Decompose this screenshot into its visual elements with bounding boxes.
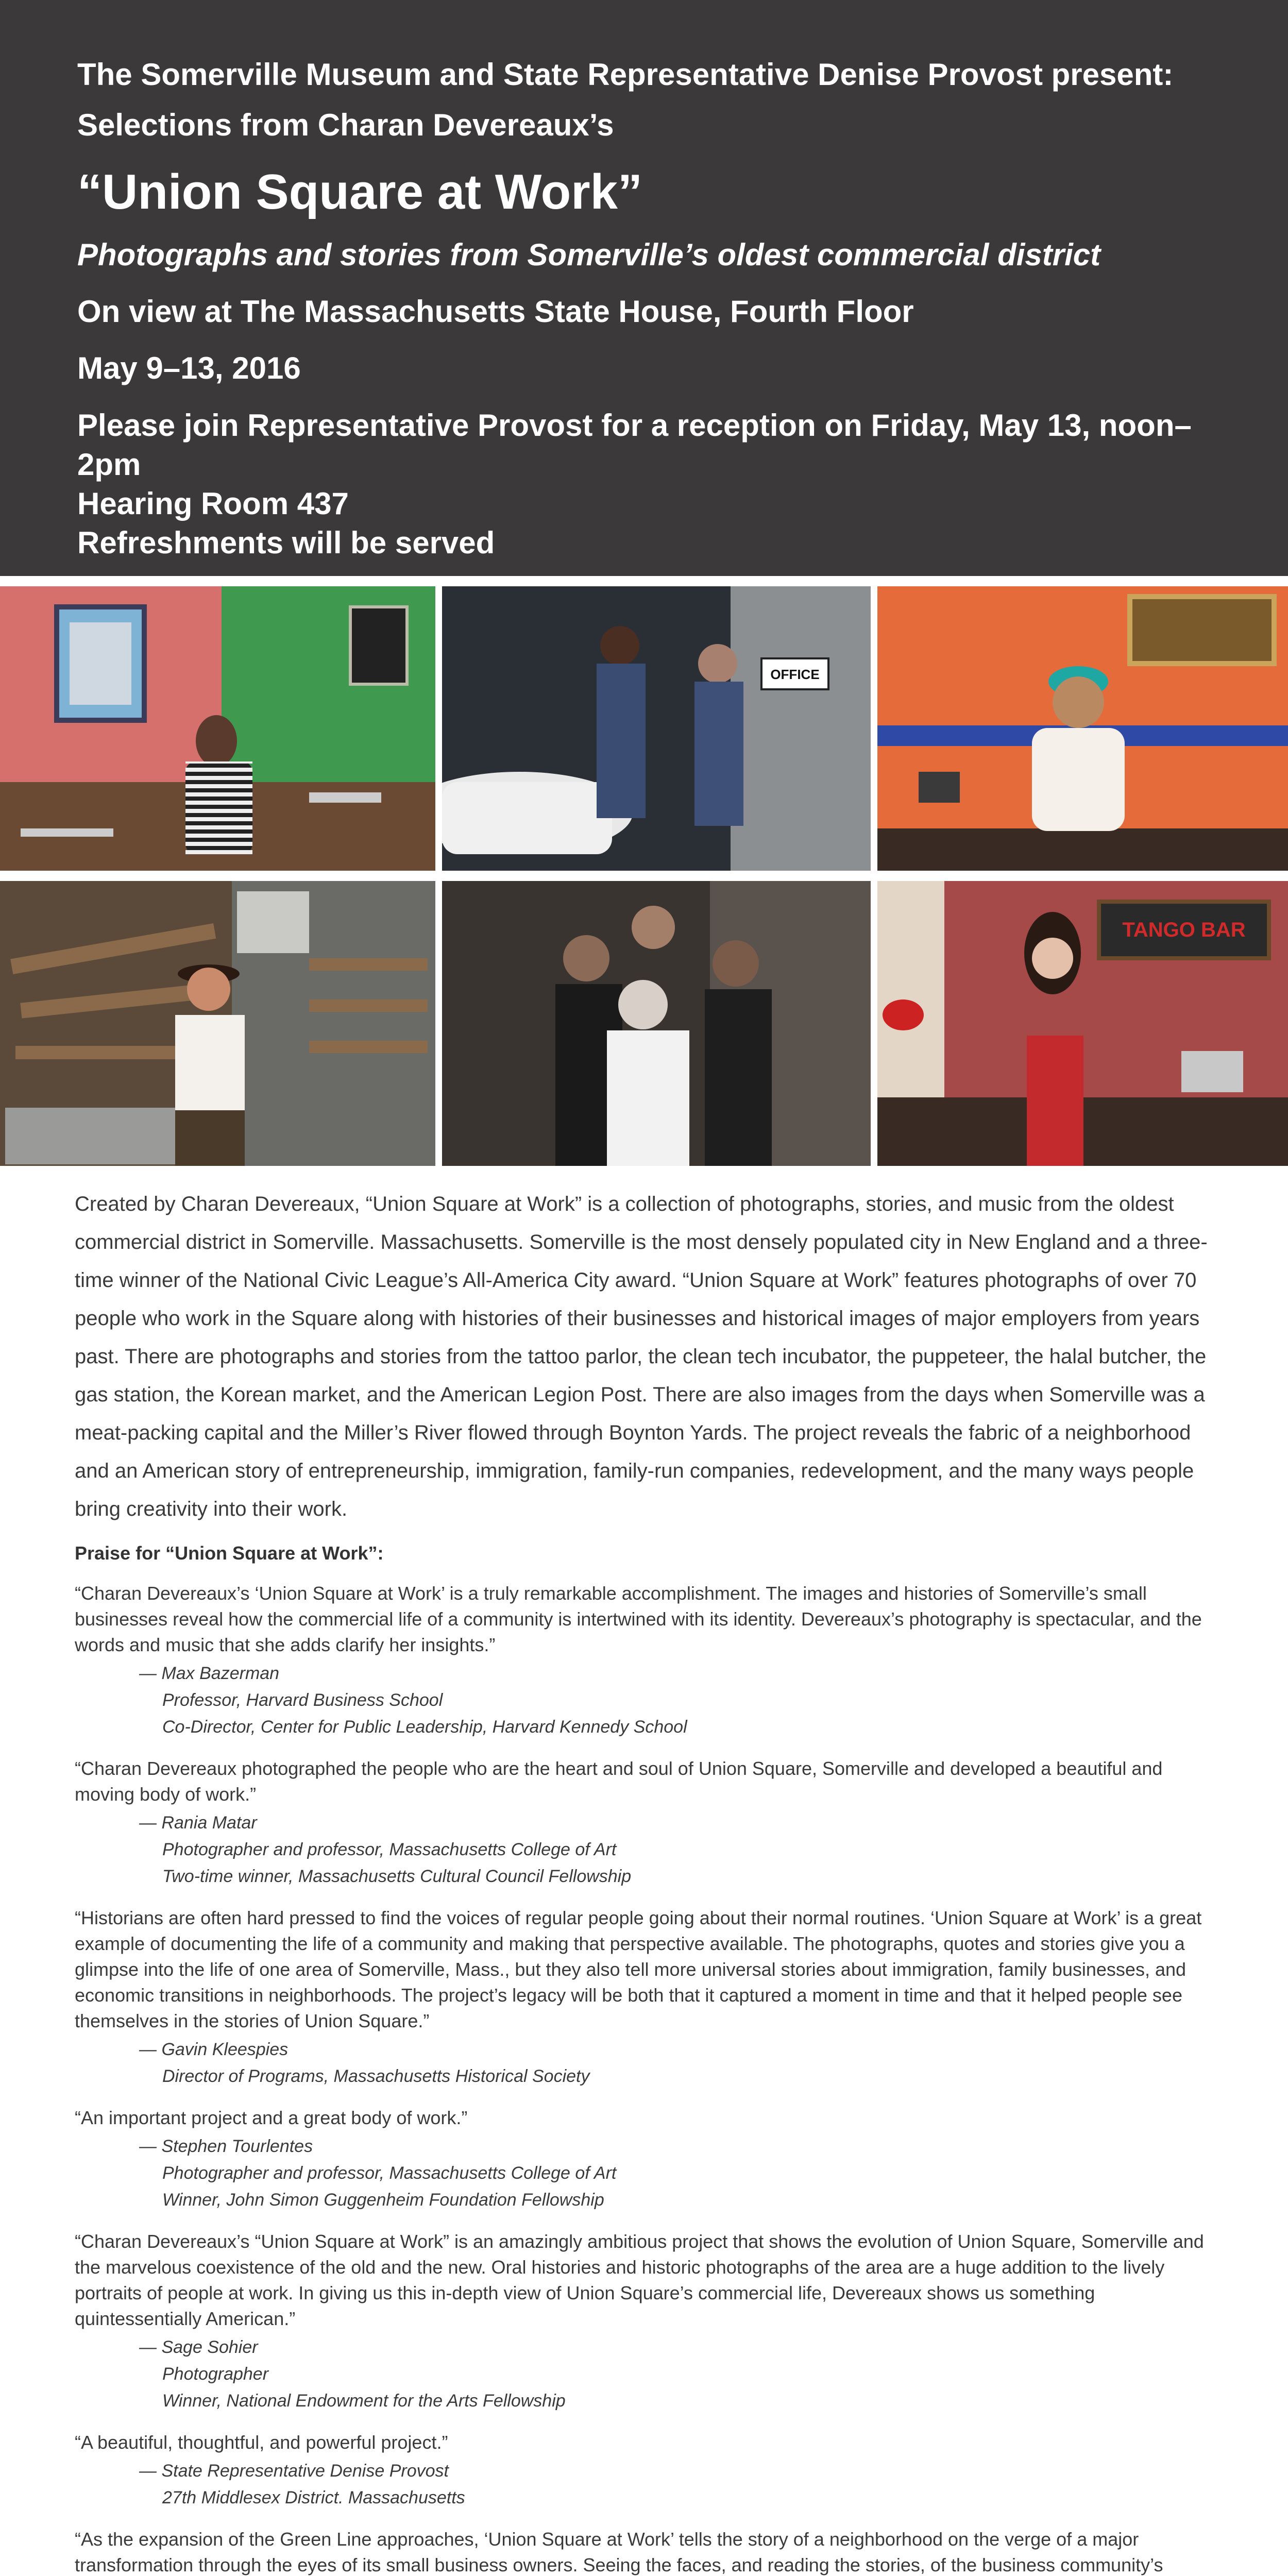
praise-role: Winner, John Simon Guggenheim Foundation Fellowship — [162, 2190, 604, 2210]
praise-name: — Max Bazerman — [139, 1664, 280, 1683]
praise-name: — Sage Sohier — [139, 2337, 258, 2357]
photo-man-turban — [877, 586, 1288, 871]
praise-attribution — [75, 2334, 1216, 2414]
praise-quote: “Charan Devereaux photographed the people who are the heart and soul of Union Square, Somerville and developed a beautiful and moving body of work.” — [75, 1758, 1163, 1805]
praise-item — [75, 1581, 1216, 1740]
praise-role: Winner, National Endowment for the Arts Fellowship — [162, 2391, 566, 2411]
praise-item — [75, 2527, 1216, 2576]
photo-woman-colorful-room — [0, 586, 435, 871]
praise-quote: “As the expansion of the Green Line approaches, ‘Union Square at Work’ tells the story of a neighborhood on the verge of a major transformation through the eyes of its small business owners. Seeing the faces, and reading the stories, of the business community’s — [75, 2529, 1163, 2575]
praise-attribution — [75, 2133, 1216, 2213]
praise-quote: “A beautiful, thoughtful, and powerful project.” — [75, 2432, 448, 2453]
project-description: Created by Charan Devereaux, “Union Square at Work” is a collection of photographs, stories, and music from the oldest commercial district in Somerville. Massachusetts. Somerville is the most densely populated city in New England and a three-time winner of the National Civic League’s All-America City award. “Union Square at Work” features photographs of over 70 people who work in the Square along with histories of their businesses and historical images of major employers from years past. There are photographs and stories from the tattoo parlor, the clean tech incubator, the puppeteer, the halal butcher, the gas station, the Korean market, and the American Legion Post. There are also images from the days when Somerville was a meat-packing capital and the Miller’s River flowed through Boynton Yards. The project reveals the fabric of a neighborhood and an American story of entrepreneurship, immigration, family-run companies, redevelopment, and the many ways people bring creativity into their work. — [75, 1193, 1208, 1520]
praise-item — [75, 2430, 1216, 2511]
selections-line: Selections from Charan Devereaux’s — [77, 108, 614, 142]
praise-quote: “Charan Devereaux’s “Union Square at Work” is an amazingly ambitious project that shows the evolution of Union Square, Somerville and the marvelous coexistence of the old and the new. Oral histories and historic photographs of the area are a huge addition to the lively portraits of people at work. In giving us this in-depth view of Union Square’s commercial life, Devereaux shows us something quintessentially American.” — [75, 2231, 1204, 2329]
photo-family-group — [442, 881, 871, 1166]
praise-name: — Rania Matar — [139, 1813, 257, 1833]
praise-role: Photographer — [162, 2364, 269, 2384]
photo-man-lumber — [0, 881, 435, 1166]
photo-grid — [0, 586, 1288, 1166]
header-banner — [0, 0, 1288, 576]
hearing-room-line: Hearing Room 437 — [77, 486, 349, 521]
presenter-line: The Somerville Museum and State Representative Denise Provost present: — [77, 57, 1174, 92]
praise-role: 27th Middlesex District. Massachusetts — [162, 2488, 465, 2507]
praise-item — [75, 2229, 1216, 2414]
praise-name: — Stephen Tourlentes — [139, 2137, 313, 2156]
praise-role: Photographer and professor, Massachusetts College of Art — [162, 2163, 617, 2183]
photo-woman-tango-bar — [877, 881, 1288, 1166]
praise-section — [75, 1540, 1216, 2576]
praise-attribution — [75, 1809, 1216, 1890]
praise-role: Co-Director, Center for Public Leadership, Harvard Kennedy School — [162, 1717, 687, 1737]
praise-role: Director of Programs, Massachusetts Historical Society — [162, 2066, 590, 2086]
praise-name: — Gavin Kleespies — [139, 2040, 289, 2059]
praise-name: — State Representative Denise Provost — [139, 2461, 449, 2481]
praise-quote: “An important project and a great body of work.” — [75, 2107, 468, 2128]
exhibit-title: “Union Square at Work” — [77, 164, 643, 219]
praise-heading: Praise for “Union Square at Work”: — [75, 1543, 384, 1564]
praise-attribution — [75, 2458, 1216, 2511]
reception-info — [77, 406, 1211, 563]
praise-item — [75, 2105, 1216, 2213]
praise-attribution — [75, 2036, 1216, 2090]
praise-item — [75, 1756, 1216, 1890]
refreshments-line: Refreshments will be served — [77, 526, 495, 560]
reception-line: Please join Representative Provost for a reception on Friday, May 13, noon–2pm — [77, 408, 1192, 482]
dates-line: May 9–13, 2016 — [77, 351, 301, 385]
office-sign-text: OFFICE — [770, 667, 820, 682]
praise-role: Professor, Harvard Business School — [162, 1690, 443, 1710]
tango-bar-sign-text: TANGO BAR — [1122, 919, 1246, 941]
praise-quote: “Historians are often hard pressed to find the voices of regular people going about their normal routines. ‘Union Square at Work’ is a great example of documenting the life of a community and making that perspective available. The photographs, quotes and stories give you a glimpse into the life of one area of Somerville, Mass., but they also tell more universal stories about immigration, family businesses, and economic transitions in neighborhoods. The project’s legacy will be both that it captured a moment in time and that it helped people see themselves in the stories of Union Square.” — [75, 1907, 1202, 2031]
venue-line: On view at The Massachusetts State House, Fourth Floor — [77, 294, 914, 329]
praise-item — [75, 1905, 1216, 2090]
exhibit-subtitle: Photographs and stories from Somerville’s oldest commercial district — [77, 238, 1101, 272]
photo-two-mechanics — [442, 586, 871, 871]
praise-quote: “Charan Devereaux’s ‘Union Square at Work’ is a truly remarkable accomplishment. The images and histories of Somerville’s small businesses reveal how the commercial life of a community is intertwined with its identity. Devereaux’s photography is spectacular, and the words and music that she adds clarify her insights.” — [75, 1583, 1202, 1655]
praise-role: Two-time winner, Massachusetts Cultural Council Fellowship — [162, 1867, 632, 1886]
praise-role: Photographer and professor, Massachusetts College of Art — [162, 1840, 617, 1859]
praise-attribution — [75, 1660, 1216, 1740]
